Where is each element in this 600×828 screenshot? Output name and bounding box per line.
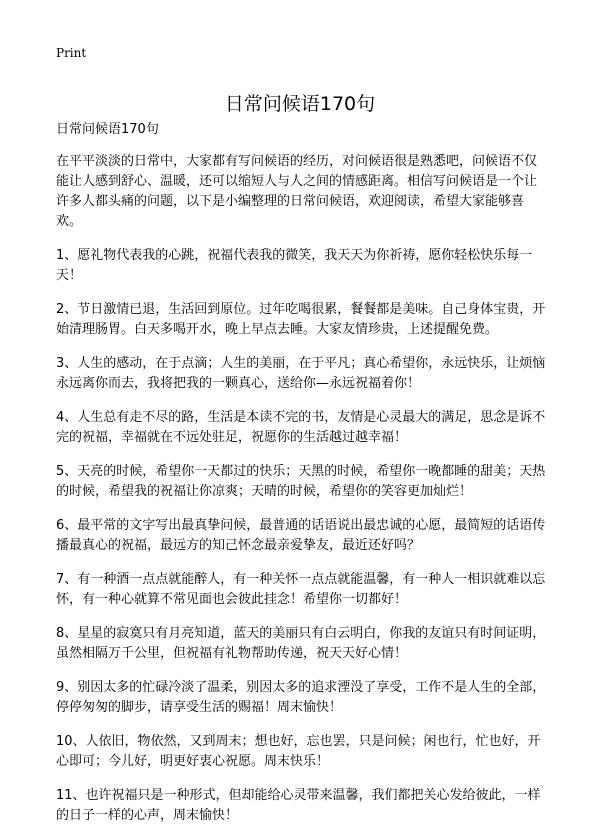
greeting-item-6: 6、最平常的文字写出最真挚问候，最普通的话语说出最忠诚的心愿，最简短的话语传播最真心的祝福，最远方的知己怀念最亲爱挚友，最近还好吗？	[56, 518, 546, 553]
greeting-item-8: 8、星星的寂寞只有月亮知道，蓝天的美丽只有白云明白，你我的友谊只有时间证明，虽然相隔万千公里，但祝福有礼物帮助传递，祝天天好心情！	[56, 626, 546, 661]
page-title: 日常问候语170句	[224, 92, 376, 115]
greeting-item-9: 9、别因太多的忙碌冷淡了温柔，别因太多的追求湮没了享受，工作不是人生的全部，停停匆匆的脚步，请享受生活的赐福！周末愉快！	[56, 680, 546, 715]
greeting-item-10: 10、人依旧，物依然，又到周末；想也好，忘也罢，只是问候；闲也行，忙也好，开心即可；今儿好，明更好衷心祝愿。周末快乐！	[56, 734, 541, 769]
print-label: Print	[56, 46, 87, 60]
greeting-item-5: 5、天亮的时候，希望你一天都过的快乐；天黑的时候，希望你一晚都睡的甜美；天热的时候，希望我的祝福让你凉爽；天晴的时候，希望你的笑容更加灿烂！	[56, 464, 546, 499]
greeting-item-11: 11、也许祝福只是一种形式，但却能给心灵带来温馨，我们都把关心发给彼此，一样的日子一样的心声，周末愉快！	[56, 788, 541, 823]
intro-paragraph: 在平平淡淡的日常中，大家都有写问候语的经历，对问候语很是熟悉吧，问候语不仅能让人感到舒心、温暖，还可以缩短人与人之间的情感距离。相信写问候语是一个让许多人都头痛的问题，以下是小编整理的日常问候语，欢迎阅读，希望大家能够喜欢。	[56, 154, 538, 229]
greeting-item-3: 3、人生的感动，在于点滴；人生的美丽，在于平凡；真心希望你，永远快乐，让烦恼永远离你而去，我将把我的一颗真心，送给你—永远祝福着你！	[56, 356, 546, 391]
greeting-item-4: 4、人生总有走不尽的路，生活是本读不完的书，友情是心灵最大的满足，思念是诉不完的祝福，幸福就在不远处驻足，祝愿你的生活越过越幸福！	[56, 410, 546, 445]
document-subtitle: 日常问候语170句	[56, 122, 159, 137]
greeting-item-2: 2、节日激情已退，生活回到原位。过年吃喝很累，餐餐都是美味。自己身体宝贵，开始清理肠胃。白天多喝开水，晚上早点去睡。大家友情珍贵，上述提醒免费。	[56, 302, 546, 337]
greeting-item-7: 7、有一种酒一点点就能醉人，有一种关怀一点点就能温馨，有一种人一相识就难以忘怀，有一种心就算不常见面也会彼此挂念！希望你一切都好！	[56, 572, 546, 607]
document-body	[56, 120, 548, 826]
greeting-item-1: 1、愿礼物代表我的心跳，祝福代表我的微笑，我天天为你祈祷，愿你轻松快乐每一天！	[56, 248, 533, 283]
